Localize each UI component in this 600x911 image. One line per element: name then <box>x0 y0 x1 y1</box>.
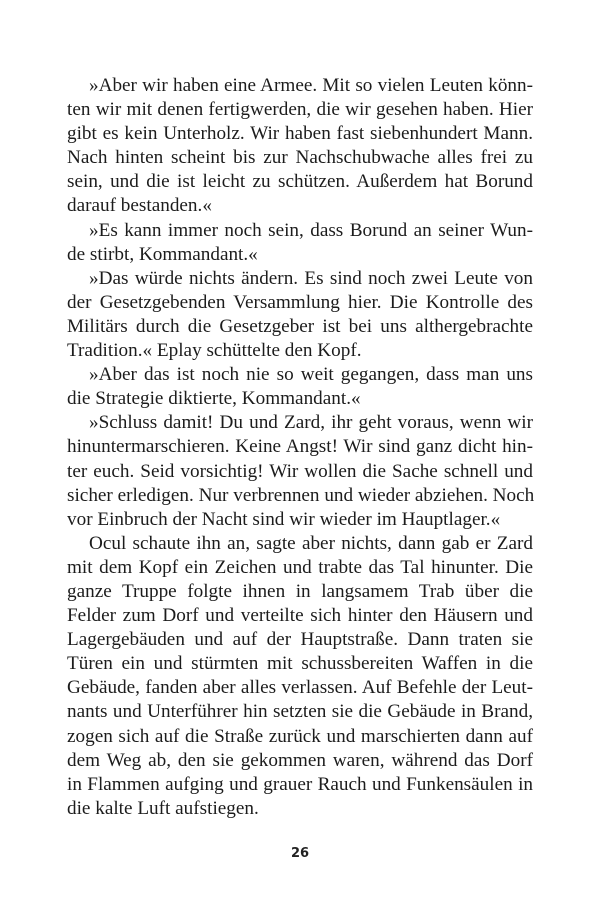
text-line: »Aber das ist noch nie so weit gegangen, dass man uns <box>89 364 533 386</box>
text-line: zogen sich auf die Straße zurück und marschierten dann auf <box>67 725 533 747</box>
text-line: nants und Unterführer hin setzten sie die Gebäude in Brand, <box>67 701 533 723</box>
text-line: Ocul schaute ihn an, sagte aber nichts, dann gab er Zard <box>89 532 533 554</box>
text-line: »Schluss damit! Du und Zard, ihr geht voraus, wenn wir <box>89 412 533 434</box>
text-line: Felder zum Dorf und verteilte sich hinter den Häusern und <box>67 605 533 627</box>
text-line: mit dem Kopf ein Zeichen und trabte das Tal hinunter. Die <box>67 556 533 578</box>
text-line: die Strategie diktierte, Kommandant.« <box>67 388 361 410</box>
body-text <box>67 74 533 821</box>
text-line: ganze Truppe folgte ihnen in langsamem Trab über die <box>67 580 533 602</box>
text-line: in Flammen aufging und grauer Rauch und Funkensäulen in <box>67 773 533 795</box>
text-line: Nach hinten scheint bis zur Nachschubwache alles frei zu <box>67 147 533 169</box>
page-number: 26 <box>290 846 310 861</box>
text-line: Lagergebäuden und auf der Hauptstraße. Dann traten sie <box>67 629 533 651</box>
text-line: »Das würde nichts ändern. Es sind noch zwei Leute von <box>89 267 533 289</box>
text-line: »Aber wir haben eine Armee. Mit so vielen Leuten könn- <box>89 75 533 96</box>
text-line: der Gesetzgebenden Versammlung hier. Die Kontrolle des <box>67 291 533 313</box>
text-line: Türen ein und stürmten mit schussbereiten Waffen in die <box>67 653 533 675</box>
text-line: ten wir mit denen fertigwerden, die wir gesehen haben. Hier <box>67 99 533 121</box>
text-line: Militärs durch die Gesetzgeber ist bei uns althergebrachte <box>67 315 533 337</box>
text-line: hinuntermarschieren. Keine Angst! Wir sind ganz dicht hin- <box>67 436 533 458</box>
text-line: sicher erledigen. Nur verbrennen und wieder abziehen. Noch <box>67 484 535 506</box>
text-line: dem Weg ab, den sie gekommen waren, während das Dorf <box>67 749 533 771</box>
text-line: die kalte Luft aufstiegen. <box>67 797 259 819</box>
text-line: sein, und die ist leicht zu schützen. Außerdem hat Borund <box>67 171 533 193</box>
text-line: de stirbt, Kommandant.« <box>67 243 258 265</box>
text-line: »Es kann immer noch sein, dass Borund an seiner Wun- <box>89 219 533 241</box>
text-line: gibt es kein Unterholz. Wir haben fast siebenhundert Mann. <box>67 123 533 145</box>
text-line: Gebäude, fanden aber alles verlassen. Auf Befehle der Leut- <box>67 677 533 699</box>
text-line: ter euch. Seid vorsichtig! Wir wollen die Sache schnell und <box>67 460 533 482</box>
text-line: darauf bestanden.« <box>67 195 212 217</box>
text-line: Tradition.« Eplay schüttelte den Kopf. <box>67 340 362 362</box>
text-line: vor Einbruch der Nacht sind wir wieder im Hauptlager.« <box>67 508 501 530</box>
